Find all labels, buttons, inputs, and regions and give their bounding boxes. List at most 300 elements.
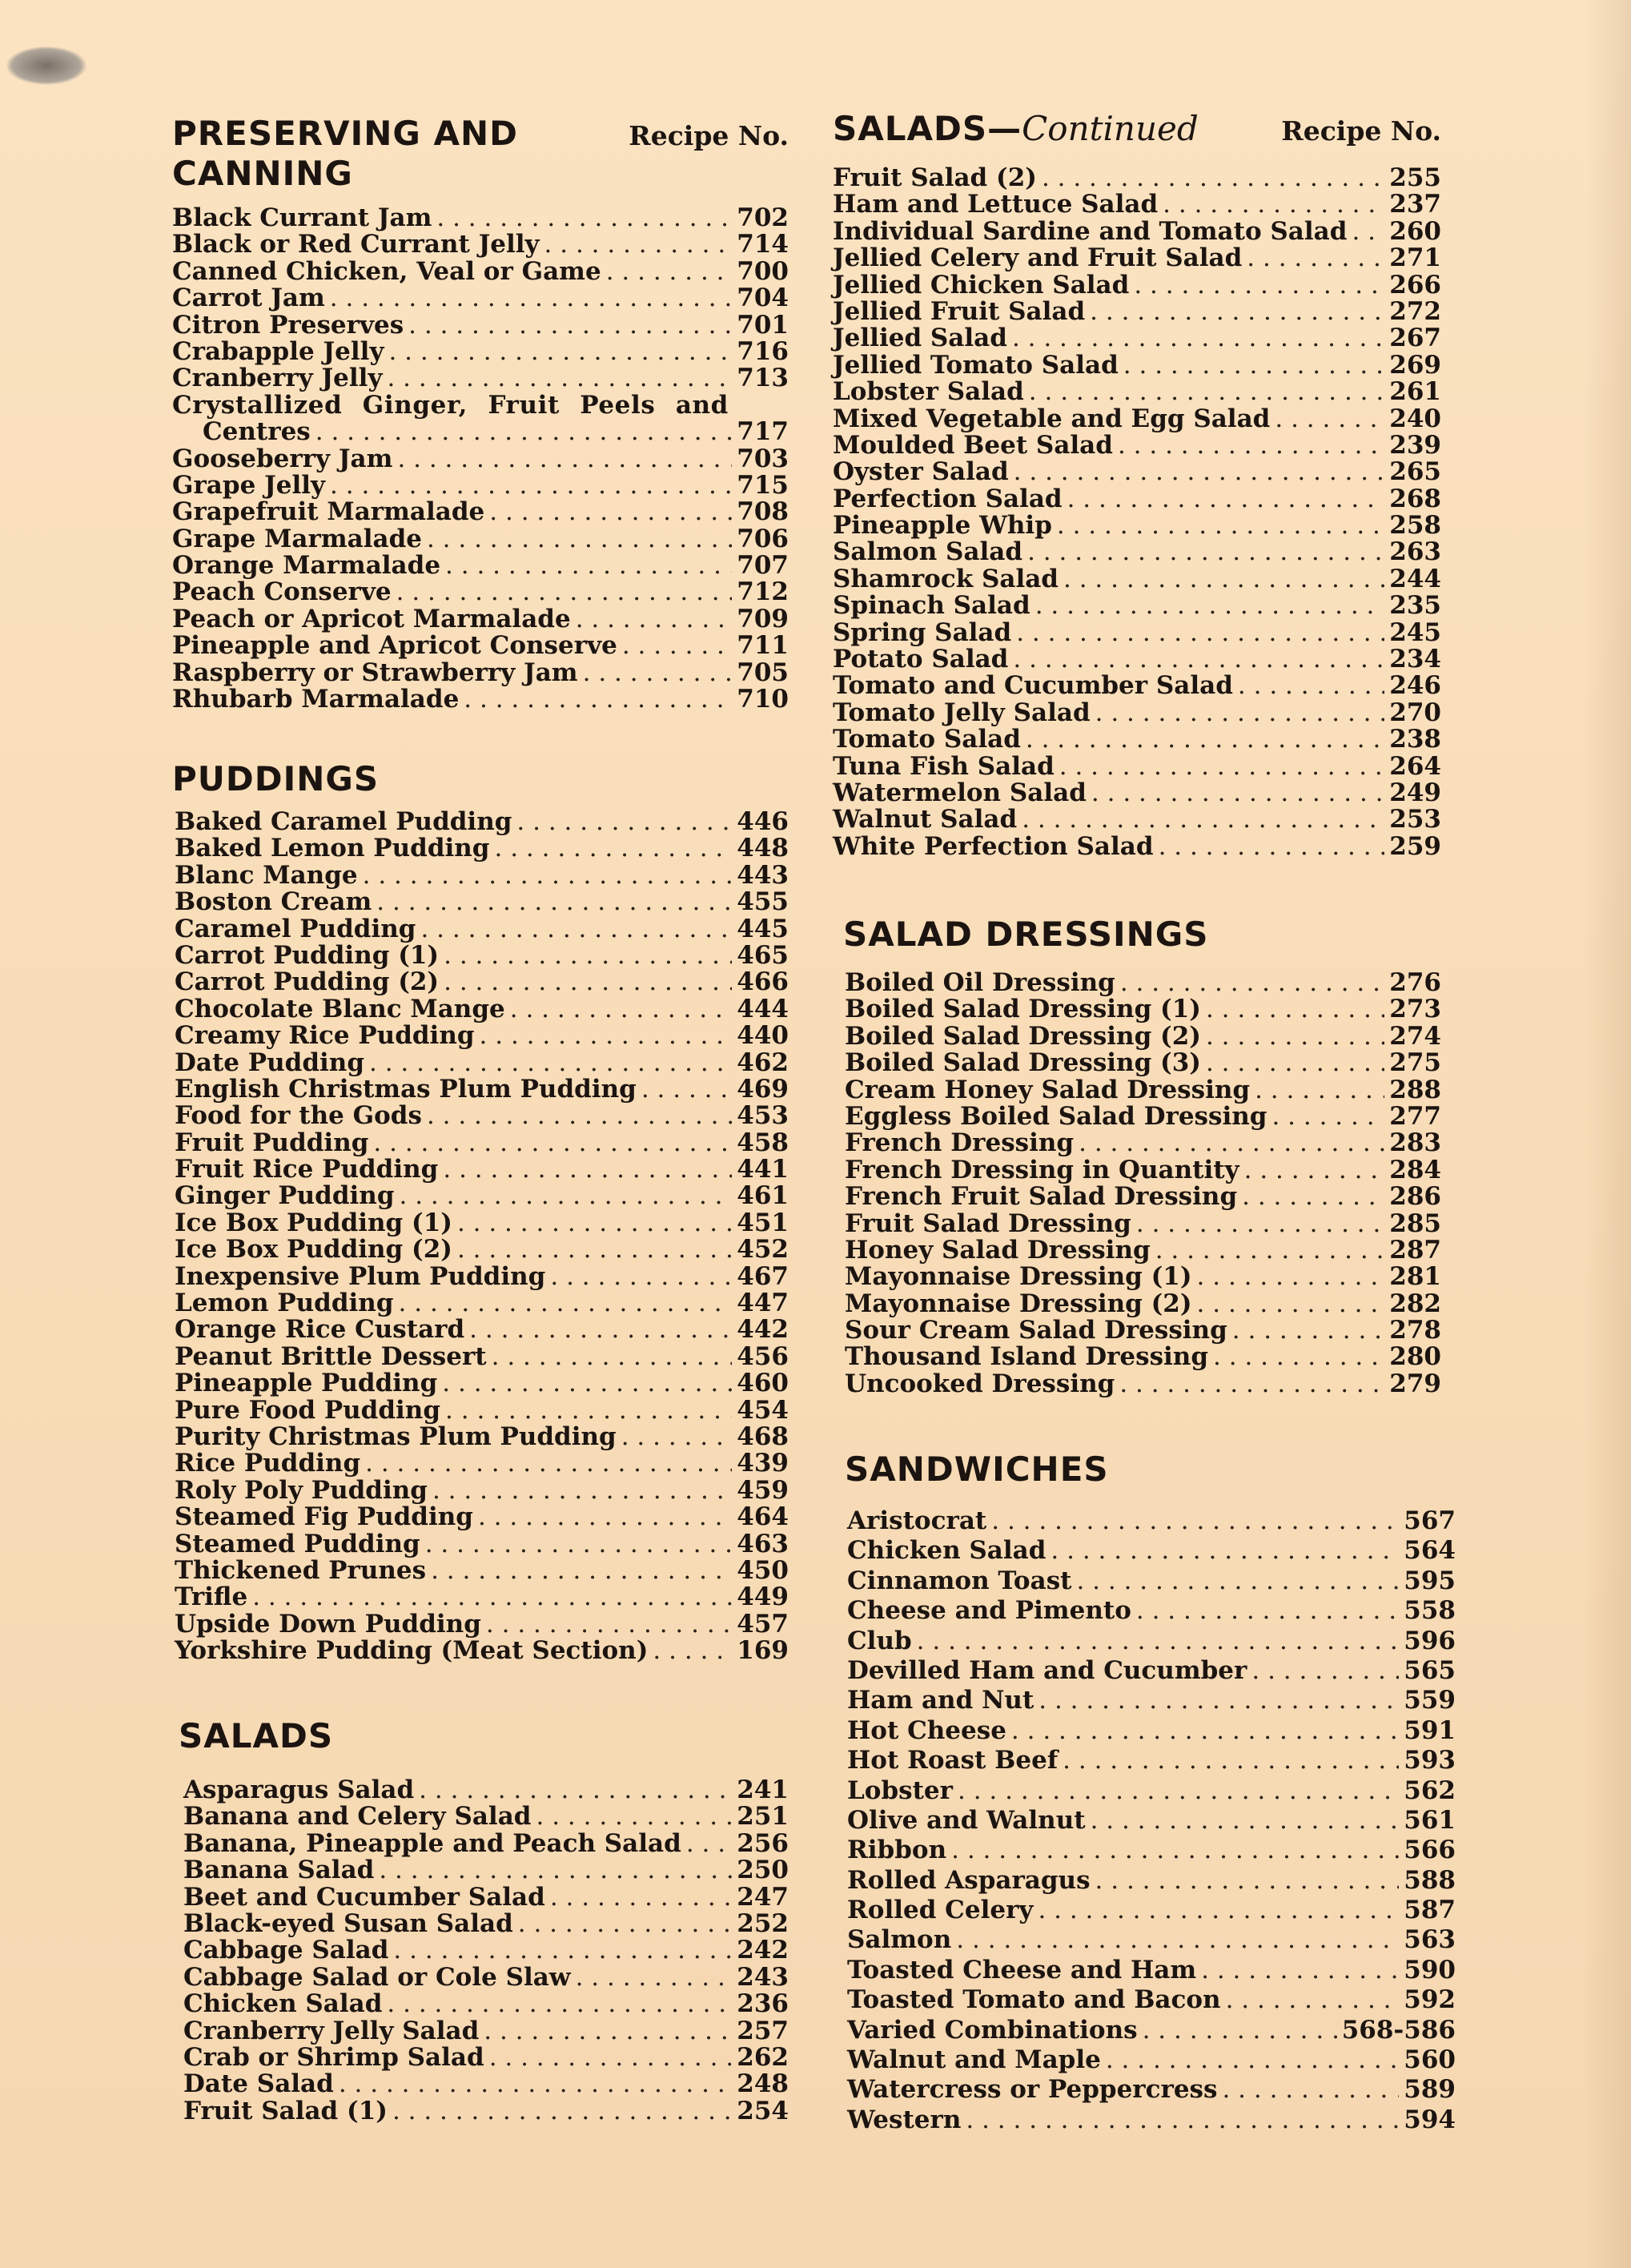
- recipe-number: 279: [1389, 1369, 1441, 1398]
- dot-leader: [518, 1911, 733, 1937]
- dot-leader: [397, 446, 732, 472]
- index-entry: [833, 272, 1441, 299]
- dot-leader: [1118, 432, 1384, 459]
- dot-leader: [1106, 2045, 1399, 2075]
- index-entry: [845, 1101, 1441, 1131]
- recipe-number: 467: [737, 1261, 789, 1291]
- recipe-number: 246: [1389, 671, 1441, 701]
- recipe-number: 593: [1404, 1746, 1456, 1775]
- recipe-number: 285: [1389, 1208, 1441, 1238]
- dot-leader: [991, 1506, 1399, 1536]
- entry-name: Thickened Prunes: [175, 1555, 427, 1585]
- recipe-number: 442: [737, 1315, 789, 1345]
- index-entry: [172, 606, 789, 633]
- recipe-number: 444: [737, 994, 789, 1023]
- dot-leader: [363, 863, 733, 889]
- recipe-number: 248: [737, 2069, 789, 2099]
- recipe-number: 590: [1404, 1955, 1456, 1984]
- recipe-number: 273: [1389, 995, 1441, 1024]
- index-entry: [847, 1866, 1456, 1896]
- recipe-number: 263: [1389, 537, 1441, 567]
- index-entry: [172, 579, 789, 605]
- recipe-number: 247: [737, 1882, 789, 1912]
- index-entry: [183, 1908, 789, 1938]
- dot-leader: [1014, 459, 1385, 485]
- recipe-number: 240: [1389, 404, 1441, 433]
- index-entry: [833, 296, 1441, 326]
- dot-leader: [1206, 1023, 1384, 1050]
- index-entry: [833, 325, 1441, 352]
- entry-name: Ice Box Pudding (2): [175, 1235, 452, 1265]
- entry-name: Pure Food Pudding: [175, 1395, 441, 1425]
- recipe-number: 282: [1389, 1289, 1441, 1318]
- salads-list: [183, 1777, 789, 2125]
- dot-leader: [457, 1237, 732, 1263]
- index-entry: [845, 1023, 1441, 1050]
- entry-name: Lemon Pudding: [175, 1289, 394, 1318]
- recipe-number: 706: [737, 524, 789, 553]
- entry-name: Tomato and Cucumber Salad: [833, 671, 1233, 701]
- dot-leader: [1251, 1656, 1399, 1686]
- entry-name: Boiled Salad Dressing (1): [845, 995, 1201, 1024]
- entry-name: Boiled Salad Dressing (3): [845, 1048, 1201, 1078]
- dot-leader: [1016, 620, 1384, 646]
- entry-name: Food for the Gods: [175, 1101, 422, 1131]
- dot-leader: [958, 1776, 1399, 1806]
- recipe-number: 274: [1389, 1021, 1441, 1051]
- recipe-number: 257: [737, 2016, 789, 2045]
- index-entry: [845, 1344, 1441, 1370]
- dot-leader: [1119, 1371, 1384, 1397]
- entry-name: Gooseberry Jam: [172, 444, 393, 473]
- recipe-number: 463: [737, 1529, 789, 1558]
- index-entry: [175, 1290, 789, 1317]
- entry-name: Hot Roast Beef: [847, 1746, 1059, 1775]
- entry-name: Hot Cheese: [847, 1715, 1006, 1745]
- recipe-number: 453: [737, 1101, 789, 1131]
- recipe-number: 703: [737, 444, 789, 473]
- dot-leader: [396, 579, 733, 605]
- puddings-list: [175, 809, 789, 1665]
- entry-name: English Christmas Plum Pudding: [175, 1074, 637, 1104]
- recipe-number: 258: [1389, 511, 1441, 541]
- index-entry: [845, 1050, 1441, 1076]
- entry-name: Potato Salad: [833, 645, 1009, 674]
- index-entry: [833, 646, 1441, 673]
- preserving-title-line2: CANNING: [172, 154, 353, 193]
- dot-leader: [1013, 646, 1384, 673]
- recipe-number: 449: [737, 1582, 789, 1612]
- entry-name: Ham and Nut: [847, 1686, 1034, 1715]
- recipe-number: 705: [737, 657, 789, 687]
- entry-name: Tomato Salad: [833, 725, 1021, 754]
- index-entry: [833, 593, 1441, 619]
- recipe-number: 261: [1389, 377, 1441, 407]
- entry-name: Fruit Salad (1): [183, 2096, 388, 2125]
- index-entry: [183, 2071, 789, 2097]
- recipe-number: 439: [737, 1449, 789, 1478]
- index-entry: [847, 2075, 1456, 2105]
- dot-leader: [387, 365, 732, 392]
- entry-name: Toasted Cheese and Ham: [847, 1955, 1197, 1984]
- entry-name: Ginger Pudding: [175, 1181, 395, 1211]
- entry-name: Canned Chicken, Veal or Game: [172, 256, 601, 286]
- recipe-number: 265: [1389, 457, 1441, 487]
- index-entry: [845, 970, 1441, 996]
- recipe-number: 286: [1389, 1182, 1441, 1212]
- recipe-number: 455: [737, 887, 789, 917]
- index-entry: [172, 336, 789, 366]
- dot-leader: [442, 1370, 732, 1397]
- dot-leader: [1242, 1184, 1384, 1210]
- index-entry: [833, 245, 1441, 271]
- entry-name: Black or Red Currant Jelly: [172, 230, 540, 259]
- dot-leader: [388, 339, 732, 365]
- recipe-number: 269: [1389, 350, 1441, 380]
- recipe-number: 708: [737, 497, 789, 527]
- dot-leader: [315, 419, 733, 445]
- recipe-number: 565: [1404, 1655, 1456, 1685]
- entry-name: Crabapple Jelly: [172, 336, 384, 366]
- index-entry: [175, 1210, 789, 1237]
- salads-title: SALADS: [179, 1716, 334, 1755]
- recipe-number: 563: [1404, 1925, 1456, 1955]
- dot-leader: [576, 1964, 733, 1991]
- index-entry: [833, 831, 1441, 861]
- recipe-number: 272: [1389, 296, 1441, 326]
- recipe-number: 445: [737, 914, 789, 943]
- index-entry: [175, 1023, 789, 1049]
- entry-name: Boiled Salad Dressing (2): [845, 1021, 1201, 1051]
- dot-leader: [1079, 1130, 1384, 1156]
- entry-name: Rolled Celery: [847, 1896, 1034, 1925]
- dot-leader: [1275, 406, 1384, 432]
- entry-name: Banana, Pineapple and Peach Salad: [183, 1828, 681, 1858]
- dot-leader: [489, 499, 732, 525]
- dot-leader: [419, 1777, 732, 1804]
- index-entry: [175, 916, 789, 943]
- entry-name: Cinnamon Toast: [847, 1566, 1072, 1595]
- entry-name: Shamrock Salad: [833, 564, 1059, 593]
- index-entry: [845, 1291, 1441, 1317]
- dot-leader: [1035, 593, 1385, 619]
- dot-leader: [1232, 1317, 1385, 1344]
- index-entry: [847, 2016, 1456, 2045]
- salads-continued-list: [833, 165, 1441, 860]
- index-entry: [833, 700, 1441, 726]
- entry-name: Orange Rice Custard: [175, 1315, 465, 1345]
- entry-name: Fruit Pudding: [175, 1128, 369, 1157]
- entry-name: Lobster Salad: [833, 377, 1024, 407]
- dot-leader: [1163, 191, 1384, 218]
- index-entry: [847, 1656, 1456, 1686]
- entry-name: Honey Salad Dressing: [845, 1235, 1151, 1265]
- recipe-number: 267: [1389, 324, 1441, 353]
- recipe-number: 288: [1389, 1075, 1441, 1104]
- recipe-number: 448: [737, 834, 789, 863]
- recipe-number: 466: [737, 967, 789, 997]
- index-entry: [175, 1237, 789, 1263]
- entry-name: Mayonnaise Dressing (2): [845, 1289, 1192, 1318]
- recipe-number: 701: [737, 310, 789, 340]
- dot-leader: [330, 472, 732, 499]
- dot-leader: [1042, 165, 1384, 191]
- entry-name: Baked Caramel Pudding: [175, 807, 512, 836]
- entry-name: Watermelon Salad: [833, 778, 1087, 807]
- entry-name: Jellied Celery and Fruit Salad: [833, 243, 1243, 273]
- dot-leader: [420, 916, 732, 943]
- dot-leader: [427, 526, 732, 553]
- index-entry: [175, 940, 789, 970]
- recipe-number: 235: [1389, 591, 1441, 621]
- index-entry: [845, 1077, 1441, 1104]
- entry-name: Asparagus Salad: [183, 1775, 415, 1804]
- index-entry: [845, 1130, 1441, 1156]
- dot-leader: [399, 1290, 733, 1317]
- dot-leader: [436, 205, 732, 231]
- index-entry: [833, 566, 1441, 593]
- puddings-header: [172, 759, 789, 799]
- recipe-number: 464: [737, 1502, 789, 1532]
- entry-name: Cabbage Salad: [183, 1936, 389, 1965]
- preserving-title-line1: PRESERVING AND: [172, 114, 518, 153]
- recipe-number: 457: [737, 1609, 789, 1639]
- index-entry: [172, 312, 789, 339]
- recipe-number: 268: [1389, 484, 1441, 513]
- recipe-number: 713: [737, 364, 789, 393]
- index-entry: [175, 1076, 789, 1103]
- dot-leader: [387, 1991, 732, 2017]
- entry-name: Fruit Salad (2): [833, 163, 1037, 192]
- entry-name: Mayonnaise Dressing (1): [845, 1262, 1192, 1292]
- dot-leader: [1057, 513, 1384, 539]
- entry-name: Salmon Salad: [833, 537, 1023, 567]
- index-entry: [175, 1555, 789, 1585]
- recipe-number: 712: [737, 577, 789, 607]
- recipe-number: 447: [737, 1289, 789, 1318]
- recipe-number: 280: [1389, 1342, 1441, 1372]
- salads-continued-header: [833, 109, 1441, 149]
- dot-leader: [489, 2045, 733, 2071]
- dot-leader: [1206, 1050, 1384, 1076]
- entry-name: Varied Combinations: [847, 2015, 1138, 2045]
- recipe-number: 278: [1389, 1316, 1441, 1345]
- recipe-number: 250: [737, 1856, 789, 1885]
- entry-name: Ham and Lettuce Salad: [833, 190, 1159, 219]
- entry-name: Fruit Rice Pudding: [175, 1155, 439, 1184]
- dot-leader: [1012, 325, 1384, 352]
- dot-leader: [1206, 996, 1384, 1023]
- index-entry: [183, 1964, 789, 1991]
- entry-name: Rhubarb Marmalade: [172, 685, 460, 714]
- index-entry: [833, 806, 1441, 833]
- index-entry: [183, 1804, 789, 1830]
- recipe-number: 452: [737, 1235, 789, 1265]
- entry-name: Salmon: [847, 1925, 952, 1955]
- entry-name: Oyster Salad: [833, 457, 1009, 487]
- dot-leader: [641, 1076, 732, 1103]
- index-entry: [847, 1506, 1456, 1536]
- entry-name: Perfection Salad: [833, 484, 1063, 513]
- entry-name: White Perfection Salad: [833, 831, 1154, 861]
- index-entry: [183, 2042, 789, 2072]
- entry-name: Spinach Salad: [833, 591, 1030, 621]
- recipe-number: 700: [737, 256, 789, 286]
- entry-name: Black-eyed Susan Salad: [183, 1908, 513, 1938]
- entry-name: Chicken Salad: [183, 1989, 383, 2019]
- index-entry: [847, 1806, 1456, 1836]
- recipe-number: 271: [1389, 243, 1441, 273]
- dot-leader: [536, 1804, 732, 1830]
- recipe-number: 237: [1389, 190, 1441, 219]
- index-entry: [847, 1686, 1456, 1715]
- index-entry: [847, 1596, 1456, 1626]
- recipe-number: 715: [737, 470, 789, 500]
- recipe-number: 462: [737, 1048, 789, 1077]
- entry-name: Beet and Cucumber Salad: [183, 1882, 545, 1912]
- dot-leader: [444, 969, 732, 995]
- index-entry: [183, 2098, 789, 2125]
- recipe-number: 256: [737, 1828, 789, 1858]
- dot-leader: [1067, 486, 1385, 513]
- index-entry: [833, 751, 1441, 781]
- dot-leader: [956, 1925, 1399, 1955]
- index-entry: [175, 1341, 789, 1371]
- entry-name: Centres: [203, 417, 311, 447]
- index-entry: [845, 1184, 1441, 1210]
- index-entry: [833, 513, 1441, 539]
- recipe-number: 454: [737, 1395, 789, 1425]
- recipe-number: 238: [1389, 725, 1441, 754]
- recipe-number: 710: [737, 685, 789, 714]
- index-entry: [845, 1208, 1441, 1238]
- entry-name: Crab or Shrimp Salad: [183, 2042, 484, 2072]
- entry-name: Grape Jelly: [172, 470, 326, 500]
- index-entry: [847, 1746, 1456, 1775]
- entry-name: Cranberry Jelly Salad: [183, 2016, 480, 2045]
- dot-leader: [1091, 1806, 1400, 1836]
- recipe-number: 717: [737, 417, 789, 447]
- entry-name: Steamed Pudding: [175, 1529, 420, 1558]
- recipe-number: 714: [737, 230, 789, 259]
- entry-name: Creamy Rice Pudding: [175, 1021, 475, 1051]
- recipe-number: 441: [737, 1155, 789, 1184]
- recipe-number: 239: [1389, 430, 1441, 460]
- dot-leader: [1159, 834, 1385, 860]
- index-entry: [845, 1264, 1441, 1290]
- dot-leader: [484, 2018, 732, 2045]
- index-entry: [845, 1237, 1441, 1264]
- salad-dressings-list: [845, 970, 1441, 1397]
- recipe-number: 249: [1389, 778, 1441, 807]
- entry-name: French Fruit Salad Dressing: [845, 1182, 1238, 1212]
- index-entry: [172, 256, 789, 286]
- entry-name: Upside Down Pudding: [175, 1609, 481, 1639]
- index-entry: [833, 459, 1441, 485]
- dot-leader: [1051, 1536, 1399, 1566]
- recipe-number: 281: [1389, 1262, 1441, 1292]
- dot-leader: [330, 285, 733, 312]
- sandwiches-header: [845, 1450, 1441, 1490]
- dot-leader: [1027, 539, 1384, 565]
- dot-leader: [1197, 1291, 1385, 1317]
- recipe-number: 461: [737, 1181, 789, 1211]
- index-entry: [847, 1836, 1456, 1865]
- dot-leader: [576, 606, 733, 633]
- recipe-number: 704: [737, 284, 789, 313]
- dot-leader: [544, 231, 733, 258]
- entry-name: Jellied Chicken Salad: [833, 270, 1130, 300]
- recipe-number: 243: [737, 1962, 789, 1992]
- index-entry: [175, 835, 789, 862]
- dot-leader: [510, 996, 733, 1023]
- recipe-number: 560: [1404, 2045, 1456, 2075]
- index-entry: [175, 1450, 789, 1477]
- entry-name: Banana Salad: [183, 1856, 375, 1885]
- dot-leader: [1029, 379, 1384, 405]
- entry-name: Boston Cream: [175, 887, 372, 917]
- entry-name: Chocolate Blanc Mange: [175, 994, 505, 1023]
- index-entry: [845, 1371, 1441, 1397]
- index-entry: [847, 2045, 1456, 2075]
- index-entry: [172, 446, 789, 472]
- entry-name: Walnut Salad: [833, 805, 1018, 834]
- index-entry: [175, 809, 789, 835]
- dot-leader: [1143, 2016, 1337, 2045]
- dot-leader: [425, 1531, 733, 1558]
- entry-name: French Dressing: [845, 1128, 1075, 1158]
- dot-leader: [550, 1264, 732, 1290]
- index-entry: [175, 1050, 789, 1076]
- entry-name: Date Salad: [183, 2069, 334, 2099]
- dot-leader: [1201, 1956, 1399, 1985]
- entry-name: Sour Cream Salad Dressing: [845, 1316, 1227, 1345]
- recipe-number: 564: [1404, 1536, 1456, 1566]
- index-entry: [175, 889, 789, 915]
- entry-name: Tuna Fish Salad: [833, 751, 1055, 781]
- salad-dressings-title: SALAD DRESSINGS: [843, 915, 1209, 954]
- recipe-number: 456: [737, 1341, 789, 1371]
- dot-leader: [400, 1183, 733, 1209]
- dot-leader: [686, 1831, 732, 1857]
- index-entry: [183, 1777, 789, 1804]
- entry-name: Carrot Jam: [172, 284, 325, 313]
- dot-leader: [1197, 1264, 1385, 1290]
- dot-leader: [1244, 1157, 1385, 1184]
- recipe-number: 711: [737, 631, 789, 661]
- dot-leader: [550, 1884, 732, 1911]
- index-entry: [172, 419, 789, 445]
- salad-dressings-header: [843, 915, 1441, 955]
- sandwiches-title: SANDWICHES: [845, 1450, 1109, 1489]
- dot-leader: [393, 1937, 732, 1964]
- entry-name: Individual Sardine and Tomato Salad: [833, 216, 1348, 246]
- index-entry: [833, 379, 1441, 405]
- dot-leader: [917, 1627, 1400, 1656]
- entry-name: Mixed Vegetable and Egg Salad: [833, 404, 1271, 433]
- dot-leader: [1255, 1077, 1384, 1104]
- entry-name: Jellied Salad: [833, 324, 1007, 353]
- index-entry: [847, 1956, 1456, 1985]
- recipe-number: 468: [737, 1422, 789, 1451]
- recipe-number: 234: [1389, 645, 1441, 674]
- entry-name: French Dressing in Quantity: [845, 1155, 1239, 1184]
- recipe-number: 259: [1389, 831, 1441, 861]
- dot-leader: [478, 1504, 732, 1530]
- dot-leader: [464, 686, 732, 713]
- dot-leader: [486, 1611, 732, 1638]
- dot-leader: [1059, 754, 1385, 780]
